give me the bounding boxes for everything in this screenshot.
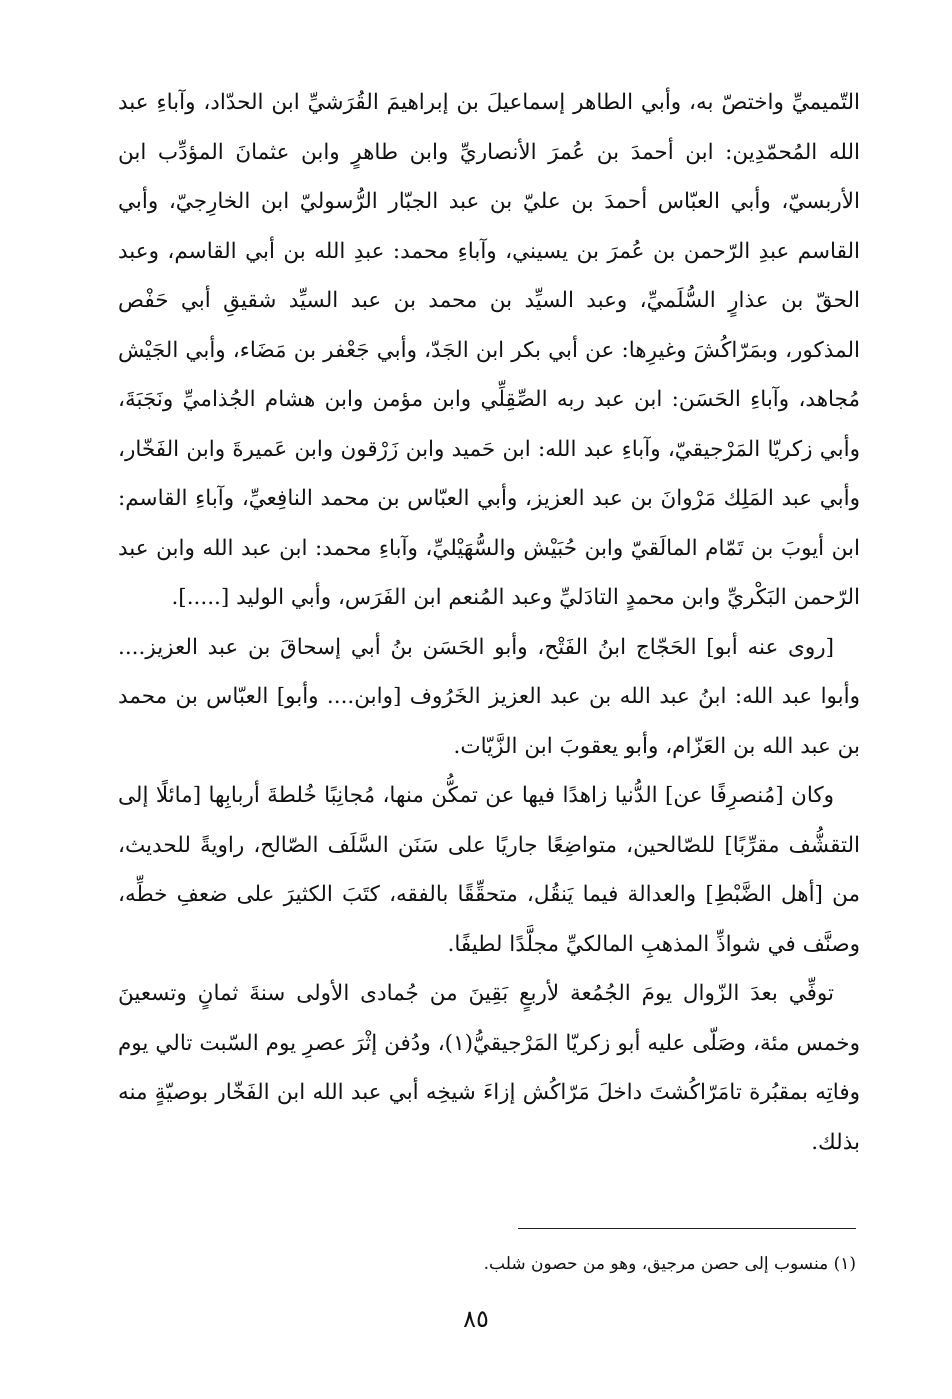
footnote-divider (518, 1228, 856, 1229)
page-number: ٨٥ (463, 1305, 489, 1333)
paragraph-students: [روى عنه أبو] الحَجّاج ابنُ الفَتْح، وأبو الحَسَن بنُ أبي إسحاقَ بن عبد العزيز.... وأبوا عبد الله: ابنُ عبد الله بن عبد العزيز الخَرُوف [وابن.... وأبو] العبّاس بن محمد بن عبد الله بن العَزّام، وأبو يعقوبَ ابن الزَّيّات. (118, 634, 860, 759)
paragraph-death: توفِّي بعدَ الزّوال يومَ الجُمُعة لأربعٍ بَقِينَ من جُمادى الأولى سنةَ ثمانٍ وتسعينَ وخمس مئة، وصَلّى عليه أبو زكريّا المَرْجيقيُّ(١)، ودُفن إثْرَ عصرِ يوم السّبت تالي يوم وفاتِه بمقبُرة تامَرّاكُشتَ داخلَ مَرّاكُش إزاءَ شيخِه أبي عبد الله ابن الفَخّار بوصيّةٍ منه بذلك. (118, 981, 860, 1155)
paragraph-character: وكان [مُنصرِفًا عن] الدُّنيا زاهدًا فيها عن تمكُّن منها، مُجانِبًا خُلطةَ أربابِها [مائلًا إلى التقشُّف مقرِّبًا] للصّالحين، متواضِعًا جاريًا على سَنَن السَّلَف الصّالح، راويةً للحديث، من [أهل الضَّبْطِ] والعدالة فيما يَنقُل، متحقِّقًا بالفقه، كتَبَ الكثيرَ على ضعفِ خطِّه، وصنَّف في شواذِّ المذهبِ المالكيِّ مجلَّدًا لطيفًا. (118, 783, 860, 957)
page-body (118, 78, 860, 1167)
paragraph-continuation: التّميميِّ واختصّ به، وأبي الطاهر إسماعيلَ بن إبراهيمَ القُرَشيِّ ابن الحدّاد، وآباءِ عبد الله المُحمّدِين: ابن أحمدَ بن عُمرَ الأنصاريِّ وابن طاهرٍ وابن عثمانَ المؤدِّب ابن الأربسيّ، وأبي العبّاس أحمدَ بن عليّ بن عبد الجبّار الرُّسوليّ ابن الخارِجيّ، وأبي القاسم عبدِ الرّحمن بن عُمرَ بن يسيني، وآباءِ محمد: عبدِ الله بن أبي القاسم، وعبد الحقّ بن عذارٍ السُّلَميِّ، وعبد السيِّد بن محمد بن عبد السيِّد شقيقِ أبي حَفْص المذكور، وبمَرّاكُشَ وغيرِها: عن أبي بكر ابن الجَدّ، وأبي جَعْفر بن مَضَاء، وأبي الجَيْش مُجاهد، وآباءِ الحَسَن: ابن عبد ربه الصِّقِلِّي وابن مؤمن وابن هشام الجُذاميِّ ونَجَبَةَ، وأبي زكريّا المَرْجيقيّ، وآباءِ عبد الله: ابن حَميد وابن زَرْقون وابن عَميرةَ وابن الفَخّار، وأبي عبد المَلِك مَرْوانَ بن عبد العزيز، وأبي العبّاس بن محمد النافِعيِّ، وآباءِ القاسم: ابن أيوبَ بن تَمّام المالَقيّ وابن حُبَيْش والسُّهَيْليِّ، وآباءِ محمد: ابن عبد الله وابن عبد الرّحمن البَكْريِّ وابن محمدٍ التادَليِّ وعبد المُنعم ابن الفَرَس، وأبي الوليد [.....]. (118, 90, 860, 610)
footnote: (١) منسوب إلى حصن مرجيق، وهو من حصون شلب. (483, 1254, 856, 1274)
